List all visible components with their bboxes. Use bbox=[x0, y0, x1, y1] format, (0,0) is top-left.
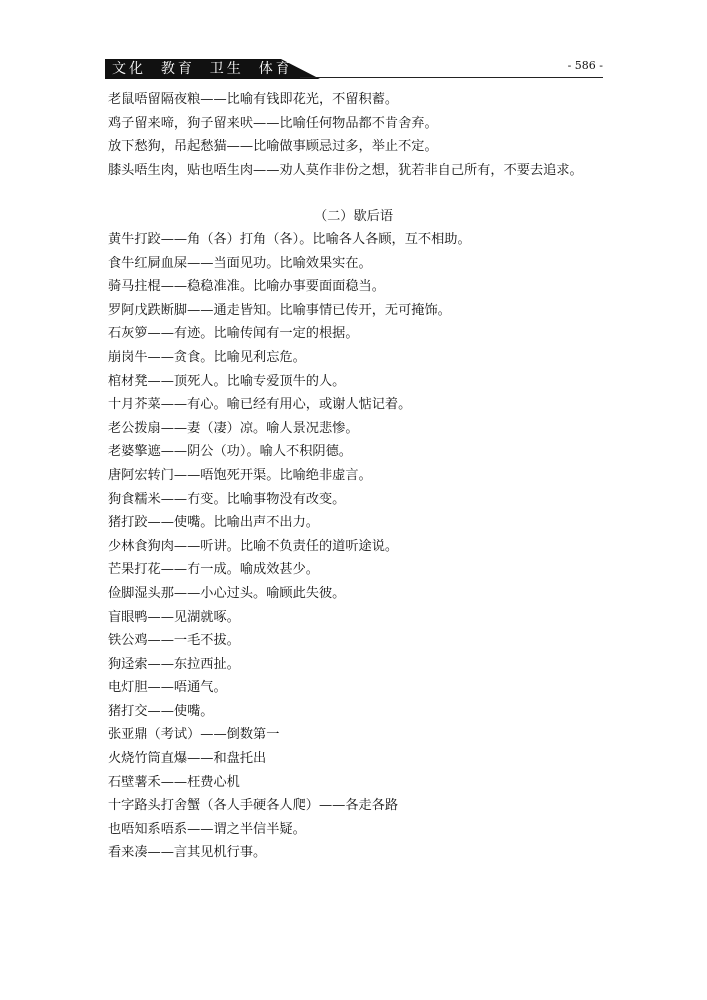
list-item: 唐阿宏转门——唔饱死开渠。比喻绝非虚言。 bbox=[108, 467, 372, 483]
list-item: 盲眼鸭——见湖就啄。 bbox=[108, 609, 240, 625]
list-item: 火烧竹筒直爆——和盘托出 bbox=[108, 751, 267, 767]
list-item: 电灯胆——唔通气。 bbox=[108, 680, 227, 696]
text-line: 老鼠唔留隔夜粮——比喻有钱即花光，不留积蓄。 bbox=[108, 92, 399, 107]
list-item: 骑马拄棍——稳稳准准。比喻办事要面面稳当。 bbox=[108, 279, 385, 295]
list-item: 看来凑——言其见机行事。 bbox=[108, 845, 267, 861]
list-item: 十字路头打舍蟹（各人手硬各人爬）——各走各路 bbox=[108, 798, 399, 814]
list-item: 棺材凳——顶死人。比喻专爱顶牛的人。 bbox=[108, 373, 346, 389]
list-item: 狗食糯米——冇变。比喻事物没有改变。 bbox=[108, 491, 346, 507]
list-item: 狗迳索——东拉西扯。 bbox=[108, 656, 240, 672]
list-item: 石壁薯禾——枉费心机 bbox=[108, 774, 240, 790]
list-item: 芒果打花——冇一成。喻成效甚少。 bbox=[108, 562, 319, 578]
header-title: 文化 教育 卫生 体育 bbox=[112, 61, 293, 77]
xiehouyu-list bbox=[108, 228, 608, 865]
list-item: 猪打交——使嘴。 bbox=[108, 703, 214, 719]
list-item: 石灰箩——有迹。比喻传闻有一定的根据。 bbox=[108, 326, 359, 342]
list-item: 黄牛打跤——角（各）打角（各）。比喻各人各顾，互不相助。 bbox=[108, 232, 471, 247]
list-item: 俭脚湿头那——小心过头。喻顾此失彼。 bbox=[108, 585, 346, 601]
list-item: 猪打跤——使嘴。比喻出声不出力。 bbox=[108, 515, 319, 531]
text-line: 放下愁狗，吊起愁猫——比喻做事顾忌过多，举止不定。 bbox=[108, 139, 438, 155]
intro-block bbox=[108, 88, 608, 182]
list-item: 铁公鸡——一毛不拔。 bbox=[108, 633, 240, 649]
list-item: 十月芥菜——有心。喻已经有用心，或谢人惦记着。 bbox=[108, 397, 412, 413]
list-item: 食牛红屙血屎——当面见功。比喻效果实在。 bbox=[108, 255, 372, 271]
list-item: 崩岗牛——贪食。比喻见利忘危。 bbox=[108, 349, 306, 365]
text-line: 鸡子留来啼，狗子留来吠——比喻任何物品都不肯舍弃。 bbox=[108, 115, 438, 131]
list-item: 老婆擎遮——阴公（功）。喻人不积阴德。 bbox=[108, 444, 352, 460]
text-line: 膝头唔生肉，贴也唔生肉——劝人莫作非份之想，犹若非自己所有，不要去追求。 bbox=[108, 162, 583, 178]
list-item: 张亚鼎（考试）——倒数第一 bbox=[108, 727, 280, 743]
section-heading: （二）歇后语 bbox=[313, 209, 394, 224]
list-item: 也唔知系唔系——谓之半信半疑。 bbox=[108, 821, 306, 837]
list-item: 少林食狗肉——听讲。比喻不负责任的道听途说。 bbox=[108, 538, 399, 554]
list-item: 罗阿戊跌断脚——通走皆知。比喻事情已传开，无可掩饰。 bbox=[108, 302, 451, 318]
header-rule bbox=[300, 77, 603, 78]
list-item: 老公拨扇——妻（凄）凉。喻人景况悲惨。 bbox=[108, 420, 359, 436]
page-number: - 586 - bbox=[567, 59, 603, 72]
